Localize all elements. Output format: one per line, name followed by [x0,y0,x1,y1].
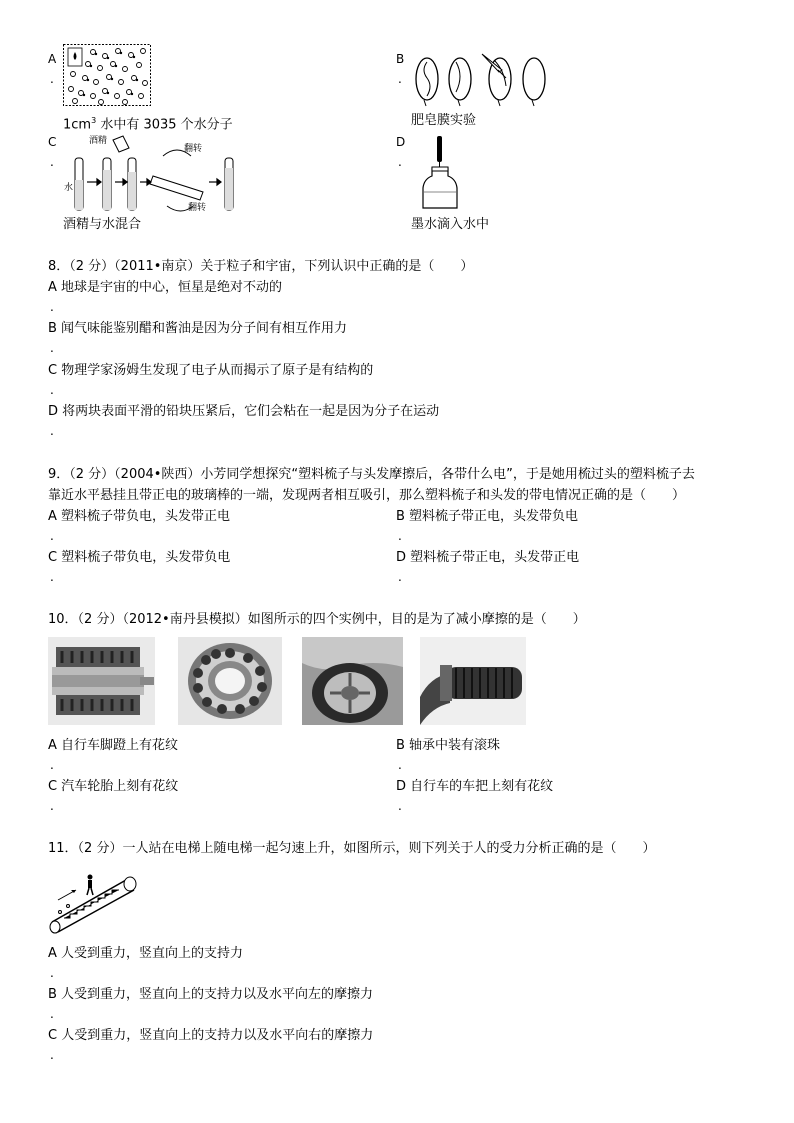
q7-option-d-caption: 墨水滴入水中 [411,217,490,232]
option-dot: . [398,758,402,772]
option-dot: . [50,341,54,355]
car-tire-photo [302,637,403,725]
q7-option-c-caption: 酒精与水混合 [63,217,142,232]
escalator-figure [48,868,140,934]
option-dot: . [398,529,402,543]
fig-label-flip-bottom: 翻转 [188,203,207,213]
q10-option-a: A 自行车脚蹬上有花纹 [48,738,179,753]
q8-option-b: B 闻气味能鉴别醋和酱油是因为分子间有相互作用力 [48,321,348,336]
alcohol-water-figure [63,134,243,214]
option-dot: . [50,424,54,438]
q7-option-b-caption: 肥皂膜实验 [411,113,477,128]
option-dot: . [398,570,402,584]
q11-option-b: B 人受到重力，竖直向上的支持力以及水平向左的摩擦力 [48,987,374,1002]
q9-stem-line1: 9．（2 分）（2004•陕西）小芳同学想探究“塑料梳子与头发摩擦后，各带什么电”，于是她用梳过头的塑料梳子去 [48,467,695,482]
q10-option-b: B 轴承中装有滚珠 [396,738,501,753]
q11-option-c: C 人受到重力，竖直向上的支持力以及水平向右的摩擦力 [48,1028,374,1043]
option-dot: . [50,155,54,169]
ball-bearing-photo [178,637,282,725]
q8-option-c: C 物理学家汤姆生发现了电子从而揭示了原子是有结构的 [48,363,374,378]
q11-stem: 11．（2 分）一人站在电梯上随电梯一起匀速上升，如图所示，则下列关于人的受力分析正确的是（ ） [48,841,656,856]
q8-stem: 8．（2 分）（2011•南京）关于粒子和宇宙，下列认识中正确的是（ ） [48,259,474,274]
q9-option-a: A 塑料梳子带负电，头发带正电 [48,509,231,524]
q8-option-d: D 将两块表面平滑的铅块压紧后，它们会粘在一起是因为分子在运动 [48,404,440,419]
q11-option-a: A 人受到重力，竖直向上的支持力 [48,946,244,961]
handlebar-grip-photo [420,637,526,725]
q7-option-a-letter: A [48,52,57,66]
option-dot: . [50,570,54,584]
q7-option-b-letter: B [396,52,405,66]
option-dot: . [50,799,54,813]
q10-option-c: C 汽车轮胎上刻有花纹 [48,779,179,794]
option-dot: . [50,1007,54,1021]
ink-bottle-figure [420,134,460,212]
q7-option-c-letter: C [48,135,57,149]
pedal-photo [48,637,155,725]
q8-option-a: A 地球是宇宙的中心，恒星是绝对不动的 [48,280,283,295]
fig-label-flip-top: 翻转 [184,144,203,154]
fig-label-water: 水 [64,183,74,193]
soap-film-figure [412,52,552,110]
q9-option-d: D 塑料梳子带正电，头发带正电 [396,550,580,565]
option-dot: . [50,383,54,397]
q7-option-d-letter: D [396,135,406,149]
option-dot: . [50,1048,54,1062]
option-dot: . [50,72,54,86]
option-dot: . [398,799,402,813]
q9-option-c: C 塑料梳子带负电，头发带负电 [48,550,231,565]
option-dot: . [50,966,54,980]
q10-option-d: D 自行车的车把上刻有花纹 [396,779,554,794]
fig-label-alcohol: 酒精 [89,136,108,146]
q9-option-b: B 塑料梳子带正电，头发带负电 [396,509,579,524]
option-dot: . [398,72,402,86]
option-dot: . [50,758,54,772]
q7-option-a-caption: $1cm^3$ 水中有 3035 个水分子 [63,116,233,133]
option-dot: . [398,155,402,169]
q9-stem-line2: 靠近水平悬挂且带正电的玻璃棒的一端，发现两者相互吸引，那么塑料梳子和头发的带电情况正确的是（ ） [48,488,686,503]
option-dot: . [50,300,54,314]
water-molecules-figure [63,44,151,106]
option-dot: . [50,529,54,543]
q10-stem: 10．（2 分）（2012•南丹县模拟）如图所示的四个实例中，目的是为了减小摩擦的是（ ） [48,612,586,627]
